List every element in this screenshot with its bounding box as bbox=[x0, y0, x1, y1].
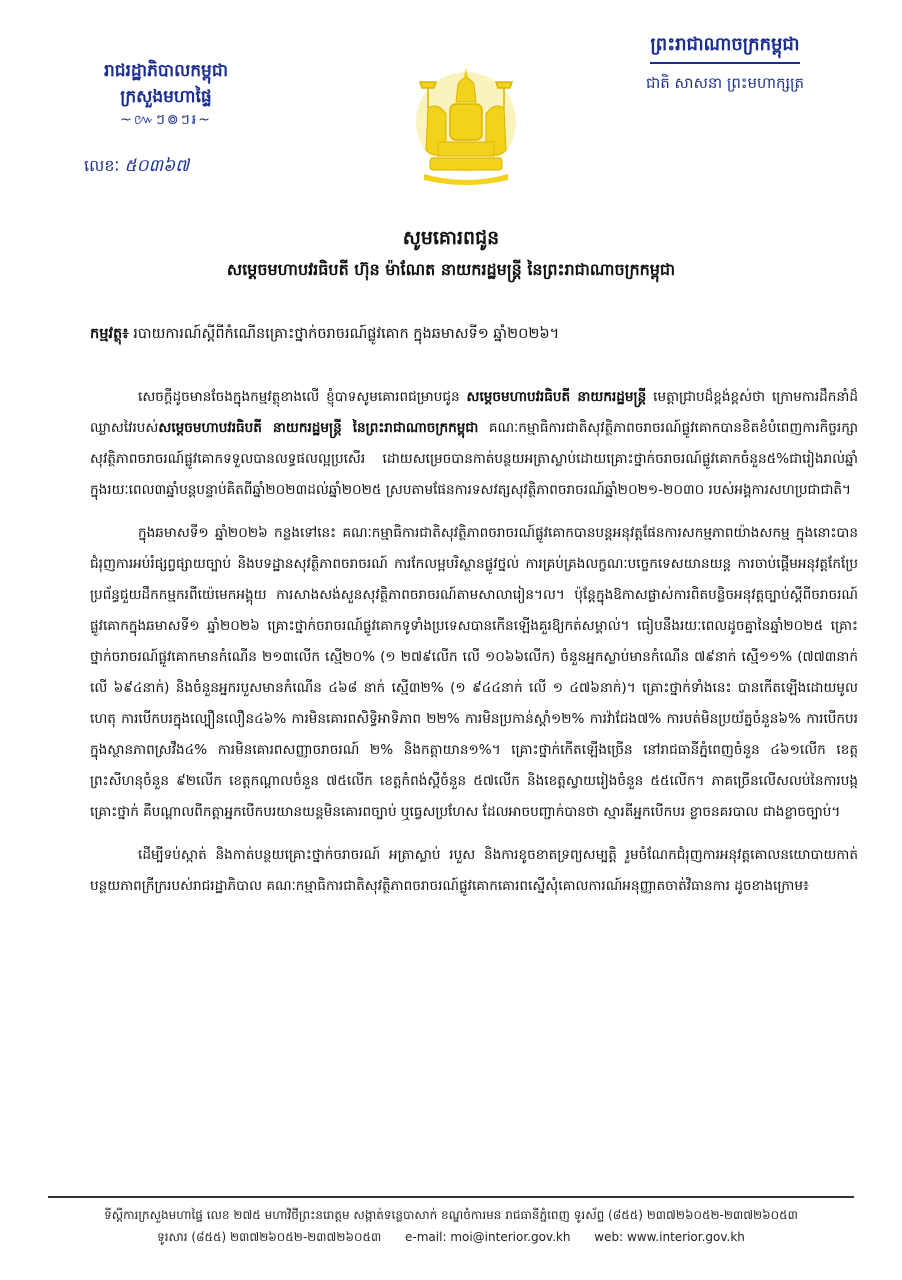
emblem-base bbox=[430, 158, 502, 170]
p1-honorific-full: សម្តេចមហាបវរធិបតី នាយករដ្ឋមន្ត្រី នៃព្រះរាជាណាចក្រកម្ពុជា bbox=[158, 420, 479, 436]
emblem-artwork bbox=[416, 68, 516, 185]
addressee-block bbox=[60, 222, 842, 286]
p1-mid: មេត្តាជ្រាបដ៏ខ្ពង់ខ្ពស់ថា ក្រោមការដឹកនាំដ៏ឈ្លាសវៃរបស់ bbox=[90, 389, 858, 436]
national-motto: ជាតិ សាសនា ព្រះមហាក្សត្រ bbox=[645, 74, 805, 92]
p1-intro: សេចក្តីដូចមានចែងក្នុងកម្មវត្ថុខាងលើ ខ្ញុំបាទសូមគោរពជម្រាបជូន bbox=[138, 389, 467, 405]
kingdom-name: ព្រះរាជាណាចក្រកម្ពុជា bbox=[650, 30, 799, 64]
document-number-value: ៥០៣៦៧ bbox=[124, 156, 190, 176]
ministry-name: ក្រសួងមហាផ្ទៃ bbox=[120, 87, 212, 107]
footer-email-link[interactable]: e-mail: moi@interior.gov.kh bbox=[405, 1230, 571, 1244]
ministry-letterhead bbox=[66, 58, 266, 176]
ornament-divider: ~៚ៗ៙ៗ៛~ bbox=[120, 112, 212, 128]
footer-contacts bbox=[48, 1226, 854, 1248]
government-name: រាជរដ្ឋាភិបាលកម្ពុជា bbox=[103, 61, 229, 81]
subject-line bbox=[90, 322, 850, 346]
document-number-label: លេខៈ bbox=[84, 156, 120, 175]
footer-web-link[interactable]: web: www.interior.gov.kh bbox=[594, 1230, 745, 1244]
p1-rest: គណៈកម្មាធិការជាតិសុវត្ថិភាពចរាចរណ៍ផ្លូវគោកបានខិតខំបំពេញការកិច្ចរក្សាសុវត្ថិភាពចរាចរណ៍ផ្លូវគោកទទួលបានលទ្ធផលល្អប្រសើរ ដោយសម្រេចបានកាត់បន្ថយអត្រាស្លាប់ដោយគ្រោះថ្នាក់ចរាចរណ៍ផ្លូវគោកចំនួន៥%ជារៀងរាល់ឆ្នាំក្នុងរយៈពេល៣ឆ្នាំបន្តបន្ទាប់គិតពីឆ្នាំ២០២៣ដល់ឆ្នាំ២០២៥ ស្របតាមផែនការទសវត្សសុវត្ថិភាពចរាចរណ៍ឆ្នាំ២០២១-២០៣០ របស់អង្គការសហប្រជាជាតិ។ bbox=[90, 420, 858, 498]
subject-text: របាយការណ៍ស្តីពីកំណើនគ្រោះថ្នាក់ចរាចរណ៍ផ្លូវគោក ក្នុងឆមាសទី១ ឆ្នាំ២០២៦។ bbox=[128, 326, 560, 342]
letter-body bbox=[90, 382, 858, 914]
p1-honorific: សម្តេចមហាបវរធិបតី នាយករដ្ឋមន្ត្រី bbox=[466, 389, 647, 405]
letter-footer bbox=[48, 1196, 854, 1248]
subject-label: កម្មវត្ថុ៖ bbox=[90, 325, 129, 342]
emblem-shield bbox=[450, 104, 482, 140]
salutation: សូមគោរពជូន bbox=[402, 227, 500, 249]
paragraph-3: ដើម្បីទប់ស្កាត់ និងកាត់បន្ថយគ្រោះថ្នាក់ចរាចរណ៍ អត្រាស្លាប់ របួស និងការខូចខាតទ្រព្យសម្បត្តិ រួមចំណែកជំរុញការអនុវត្តគោលនយោបាយកាត់បន្ថយភាពក្រីក្ររបស់រាជរដ្ឋាភិបាល គណៈកម្មាធិការជាតិសុវត្ថិភាពចរាចរណ៍ផ្លូវគោកគោរពស្នើសុំគោលការណ៍អនុញ្ញាតចាត់វិធានការ ដូចខាងក្រោម៖ bbox=[90, 847, 858, 894]
paragraph-1 bbox=[90, 382, 858, 506]
emblem-pedestal bbox=[438, 142, 494, 156]
emblem-ribbon bbox=[424, 174, 508, 185]
document-number bbox=[84, 154, 304, 178]
recipient-name: សម្តេចមហាបវរធិបតី ហ៊ុន ម៉ាណែត នាយករដ្ឋមន្ត្រី នៃព្រះរាជាណាចក្រកម្ពុជា bbox=[226, 260, 676, 279]
footer-address: ទីស្តីការក្រសួងមហាផ្ទៃ លេខ ២៧៥ មហាវិថីព្រះនរោត្តម សង្កាត់ទន្លេបាសាក់ ខណ្ឌចំការមន រាជធានីភ្នំពេញ ទូរស័ព្ទ (៨៥៥) ២៣៧២៦០៥២-២៣៧២៦០៥៣ bbox=[104, 1208, 798, 1222]
royal-emblem-icon bbox=[410, 62, 522, 190]
paragraph-2: ក្នុងឆមាសទី១ ឆ្នាំ២០២៦ កន្លងទៅនេះ គណៈកម្មាធិការជាតិសុវត្ថិភាពចរាចរណ៍ផ្លូវគោកបានបន្តអនុវត្តផែនការសកម្មភាពយ៉ាងសកម្ម ក្នុងនោះបានជំរុញការអប់រំផ្សព្វផ្សាយច្បាប់ និងបទដ្ឋានសុវត្ថិភាពចរាចរណ៍ ការកែលម្អបរិស្ថានផ្លូវថ្នល់ ការគ្រប់គ្រងលក្ខណៈបច្ចេកទេសយានយន្ត ការចាប់ផ្តើមអនុវត្តកែប្រែប្រព័ន្ធជួយដឹកកម្មករពីយ៉េមេកអង្គុយ ការសាងសង់សួនសុវត្ថិភាពចរាចរណ៍តាមសាលារៀន។ល។ ប៉ុន្តែក្នុងឱកាសផ្លាស់ការពិតបន្លិចអនុវត្តច្បាប់ស្តីពីចរាចរណ៍ផ្លូវគោកក្នុងឆមាសទី១ ឆ្នាំ២០២៦ គ្រោះថ្នាក់ចរាចរណ៍ផ្លូវគោកទូទាំងប្រទេសបានកើនឡើងគួរឱ្យកត់សម្គាល់។ ធៀបនឹងរយៈពេលដូចគ្នានៃឆ្នាំ២០២៥ គ្រោះថ្នាក់ចរាចរណ៍ផ្លូវគោកមានកំណើន ២១៣លើក ស្មើ២០% (១ ២៧៩លើក លើ ១០៦៦លើក) ចំនួនអ្នកស្លាប់មានកំណើន ៧៩នាក់ ស្មើ១១% (៧៧៣នាក់ លើ ៦៩៤នាក់) និងចំនួនអ្នករបួសមានកំណើន ៤៦៨ នាក់ ស្មើ៣២% (១ ៩៤៤នាក់ លើ ១ ៤៧៦នាក់)។ គ្រោះថ្នាក់ទាំងនេះ បានកើតឡើងដោយមូលហេតុ ការបើកបរក្នុងល្បឿនលឿន៤៦% ការមិនគោរពសិទ្ធិអាទិភាព ២២% ការមិនប្រកាន់ស្តាំ១២% ការវ៉ាជែង៧% ការបត់មិនប្រយ័ត្នចំនួន៦% ការបើកបរក្នុងស្ថានភាពស្រវឹង៤% ការមិនគោរពសញ្ញាចរាចរណ៍ ២% និងកត្តាយាន១%។ គ្រោះថ្នាក់កើតឡើងច្រើន នៅរាជធានីភ្នំពេញចំនួន ៤៦១លើក ខេត្តព្រះសីហនុចំនួន ៩២លើក ខេត្តកណ្តាលចំនួន ៧៥លើក ខេត្តកំពង់ស្ពឺចំនួន ៥៧លើក និងខេត្តស្វាយរៀងចំនួន ៥៥លើក។ ភាគច្រើនលើសលប់នៃការបង្កគ្រោះថ្នាក់ គឺបណ្តាលពីកត្តាអ្នកបើកបរយានយន្តមិនគោរពច្បាប់ ឬធ្វេសប្រហែស ដែលអាចបញ្ជាក់បានថា ស្មារតីអ្នកបើកបរ ខ្លាចនគរបាល ជាងខ្លាចច្បាប់។ bbox=[90, 525, 858, 820]
kingdom-header bbox=[600, 30, 850, 96]
footer-fax: ទូរសារ (៨៥៥) ២៣៧២៦០៥២-២៣៧២៦០៥៣ bbox=[157, 1230, 382, 1244]
